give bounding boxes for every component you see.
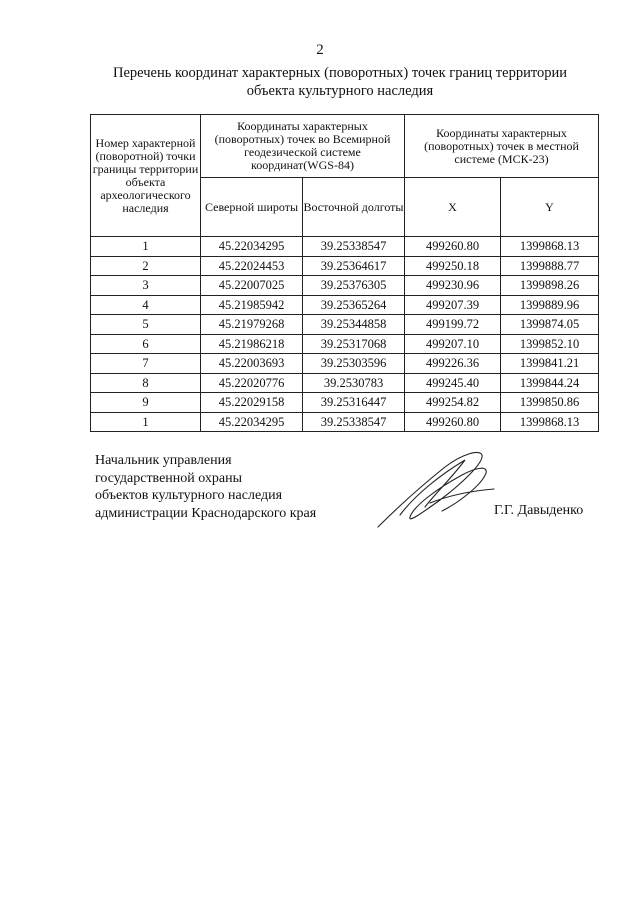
latitude-cell: 45.22034295 bbox=[201, 412, 303, 432]
title-line-2: объекта культурного наследия bbox=[246, 83, 434, 99]
header-east-longitude: Восточной долготы bbox=[303, 178, 405, 237]
table-row bbox=[91, 412, 599, 432]
x-cell: 499260.80 bbox=[405, 412, 501, 432]
header-wgs-coordinates: Координаты характерных (поворотных) точек во Всемирной геодезической системе координат(WGS-84) bbox=[201, 115, 405, 178]
y-cell: 1399841.21 bbox=[501, 354, 599, 374]
y-cell: 1399844.24 bbox=[501, 373, 599, 393]
latitude-cell: 45.22007025 bbox=[201, 276, 303, 296]
latitude-cell: 45.22024453 bbox=[201, 256, 303, 276]
y-cell: 1399874.05 bbox=[501, 315, 599, 335]
latitude-cell: 45.21979268 bbox=[201, 315, 303, 335]
position-line-4: администрации Краснодарского края bbox=[95, 505, 317, 521]
point-number-cell: 1 bbox=[91, 237, 201, 257]
y-cell: 1399888.77 bbox=[501, 256, 599, 276]
longitude-cell: 39.2530783 bbox=[303, 373, 405, 393]
x-cell: 499207.10 bbox=[405, 334, 501, 354]
table-row bbox=[91, 276, 599, 296]
header-north-latitude: Северной широты bbox=[201, 178, 303, 237]
table-row bbox=[91, 295, 599, 315]
longitude-cell: 39.25376305 bbox=[303, 276, 405, 296]
x-cell: 499207.39 bbox=[405, 295, 501, 315]
point-number-cell: 7 bbox=[91, 354, 201, 374]
latitude-cell: 45.22034295 bbox=[201, 237, 303, 257]
document-title bbox=[90, 64, 590, 100]
x-cell: 499199.72 bbox=[405, 315, 501, 335]
point-number-cell: 6 bbox=[91, 334, 201, 354]
longitude-cell: 39.25364617 bbox=[303, 256, 405, 276]
header-y: Y bbox=[501, 178, 599, 237]
signatory-position bbox=[95, 452, 316, 522]
handwritten-signature bbox=[370, 445, 500, 535]
longitude-cell: 39.25303596 bbox=[303, 354, 405, 374]
y-cell: 1399852.10 bbox=[501, 334, 599, 354]
coordinates-table bbox=[90, 114, 599, 432]
latitude-cell: 45.22003693 bbox=[201, 354, 303, 374]
table-row bbox=[91, 315, 599, 335]
header-point-number: Номер характерной (поворотной) точки границы территории объекта археологического наследия bbox=[91, 115, 201, 237]
y-cell: 1399868.13 bbox=[501, 412, 599, 432]
latitude-cell: 45.21986218 bbox=[201, 334, 303, 354]
signer-name: Г.Г. Давыденко bbox=[494, 503, 584, 518]
y-cell: 1399889.96 bbox=[501, 295, 599, 315]
point-number-cell: 2 bbox=[91, 256, 201, 276]
x-cell: 499250.18 bbox=[405, 256, 501, 276]
x-cell: 499260.80 bbox=[405, 237, 501, 257]
latitude-cell: 45.22020776 bbox=[201, 373, 303, 393]
position-line-3: объектов культурного наследия bbox=[95, 488, 283, 503]
longitude-cell: 39.25365264 bbox=[303, 295, 405, 315]
point-number-cell: 5 bbox=[91, 315, 201, 335]
table-row bbox=[91, 256, 599, 276]
point-number-cell: 1 bbox=[91, 412, 201, 432]
latitude-cell: 45.22029158 bbox=[201, 393, 303, 413]
table-row bbox=[91, 354, 599, 374]
x-cell: 499254.82 bbox=[405, 393, 501, 413]
x-cell: 499245.40 bbox=[405, 373, 501, 393]
point-number-cell: 4 bbox=[91, 295, 201, 315]
table-row bbox=[91, 373, 599, 393]
point-number-cell: 9 bbox=[91, 393, 201, 413]
longitude-cell: 39.25344858 bbox=[303, 315, 405, 335]
table-row bbox=[91, 393, 599, 413]
header-x: X bbox=[405, 178, 501, 237]
table-row bbox=[91, 334, 599, 354]
page-number: 2 bbox=[316, 42, 324, 58]
table-row bbox=[91, 237, 599, 257]
longitude-cell: 39.25338547 bbox=[303, 412, 405, 432]
point-number-cell: 8 bbox=[91, 373, 201, 393]
x-cell: 499230.96 bbox=[405, 276, 501, 296]
x-cell: 499226.36 bbox=[405, 354, 501, 374]
longitude-cell: 39.25316447 bbox=[303, 393, 405, 413]
latitude-cell: 45.21985942 bbox=[201, 295, 303, 315]
y-cell: 1399850.86 bbox=[501, 393, 599, 413]
header-msk-coordinates: Координаты характерных (поворотных) точек в местной системе (МСК-23) bbox=[405, 115, 599, 178]
longitude-cell: 39.25317068 bbox=[303, 334, 405, 354]
longitude-cell: 39.25338547 bbox=[303, 237, 405, 257]
point-number-cell: 3 bbox=[91, 276, 201, 296]
y-cell: 1399898.26 bbox=[501, 276, 599, 296]
position-line-1: Начальник управления bbox=[95, 453, 232, 468]
title-line-1: Перечень координат характерных (поворотных) точек границ территории bbox=[112, 65, 568, 81]
y-cell: 1399868.13 bbox=[501, 237, 599, 257]
position-line-2: государственной охраны bbox=[95, 470, 243, 486]
